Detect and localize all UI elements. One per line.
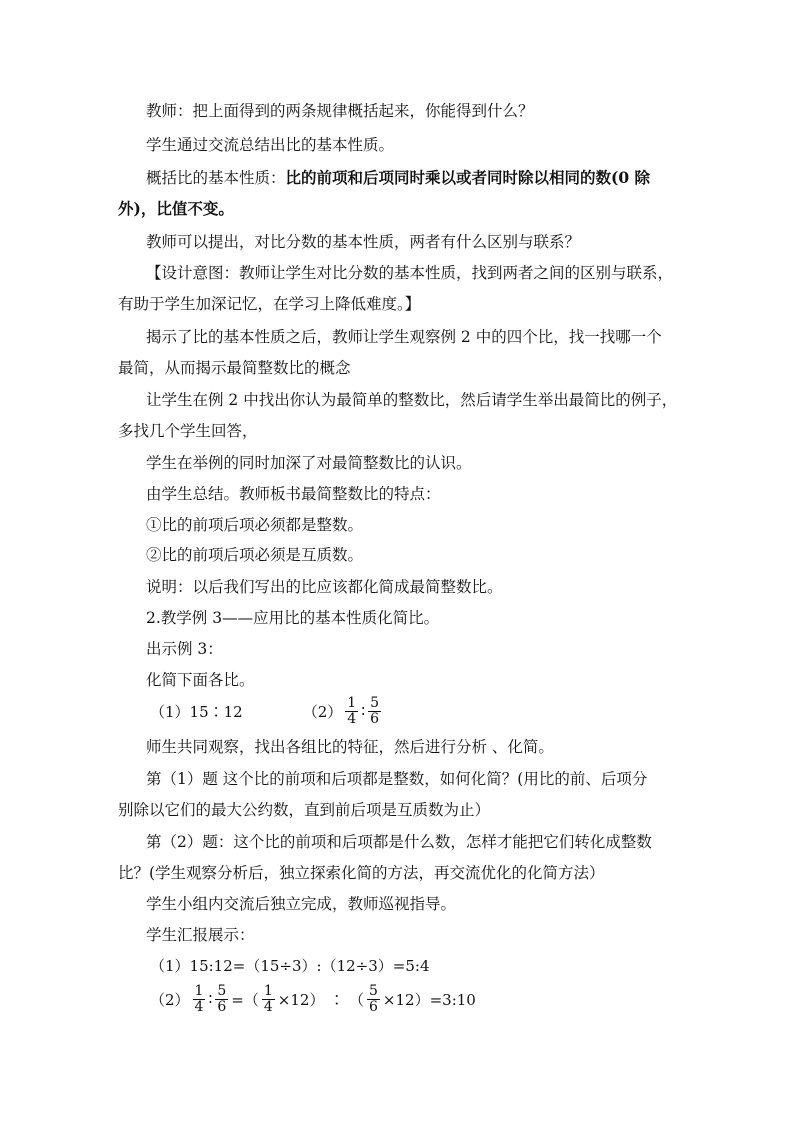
paragraph: 让学生在例 2 中找出你认为最简单的整数比，然后请学生举出最简比的例子， — [146, 391, 678, 409]
paragraph: 学生小组内交流后独立完成，教师巡视指导。 — [146, 895, 457, 913]
paragraph: 说明：以后我们写出的比应该都化简成最简整数比。 — [146, 578, 503, 596]
answer-1: （1）15:12=（15÷3）:（12÷3）=5:4 — [150, 957, 430, 975]
list-item: ①比的前项后项必须都是整数。 — [146, 516, 364, 534]
paragraph: 出示例 3： — [146, 640, 223, 658]
paragraph: 最简，从而揭示最简整数比的概念 — [118, 359, 351, 377]
problem-2-label: （2） — [302, 702, 343, 721]
ratio-colon: ∶ — [361, 702, 366, 720]
bold-definition-cont: 外)，比值不变。 — [118, 199, 234, 218]
problem-1: （1）15∶12 — [150, 702, 243, 721]
list-item: ②比的前项后项必须是互质数。 — [146, 546, 364, 564]
fraction: $\frac{5}{6}$ — [369, 982, 378, 1015]
paragraph-prefix: 概括比的基本性质： — [146, 169, 286, 187]
paragraph: 学生在举例的同时加深了对最简整数比的认识。 — [146, 454, 472, 472]
paragraph: 【设计意图：教师让学生对比分数的基本性质，找到两者之间的区别与联系， — [146, 264, 674, 282]
fraction: $\frac{5}{6}$ — [217, 982, 227, 1015]
example-problems — [150, 693, 384, 729]
paragraph: 第（1）题 这个比的前项和后项都是整数，如何化简？(用比的前、后项分 — [146, 770, 648, 788]
answer-2: （2） $\frac{1}{4}$ ∶ $\frac{5}{6}$ =（ $\frac{1}{4}$ ×12） ∶ （ $\frac{5}{6}$ ×12）=3:10 — [150, 982, 476, 1015]
paragraph: 教师：把上面得到的两条规律概括起来，你能得到什么？ — [146, 102, 534, 120]
fraction: $\frac{5}{6}$ — [370, 694, 380, 727]
paragraph: 揭示了比的基本性质之后，教师让学生观察例 2 中的四个比，找一找哪一个 — [146, 328, 662, 346]
paragraph: 教师可以提出，对比分数的基本性质，两者有什么区别与联系？ — [146, 233, 581, 251]
section-heading: 2.教学例 3——应用比的基本性质化简比。 — [146, 609, 440, 627]
bold-definition: 比的前项和后项同时乘以或者同时除以相同的数(0 除 — [285, 168, 651, 187]
paragraph: 学生通过交流总结出比的基本性质。 — [146, 136, 395, 154]
paragraph: 学生汇报展示： — [146, 926, 255, 944]
paragraph: 第（2）题：这个比的前项和后项都是什么数，怎样才能把它们转化成整数 — [146, 833, 652, 851]
fraction: $\frac{1}{4}$ — [347, 694, 357, 727]
fraction: $\frac{1}{4}$ — [263, 982, 273, 1015]
paragraph: 师生共同观察，找出各组比的特征，然后进行分析 、化简。 — [146, 738, 554, 756]
paragraph: 别除以它们的最大公约数，直到前后项是互质数为止） — [118, 801, 491, 819]
paragraph: 由学生总结。教师板书最简整数比的特点： — [146, 485, 441, 503]
paragraph: 有助于学生加深记忆，在学习上降低难度。】 — [118, 295, 421, 313]
paragraph: 多找几个学生回答， — [118, 422, 258, 440]
fraction: $\frac{1}{4}$ — [194, 982, 204, 1015]
paragraph: 化简下面各比。 — [146, 671, 255, 689]
paragraph: 比？(学生观察分析后，独立探索化简的方法，再交流优化的化简方法） — [118, 864, 605, 882]
paragraph — [146, 168, 650, 188]
